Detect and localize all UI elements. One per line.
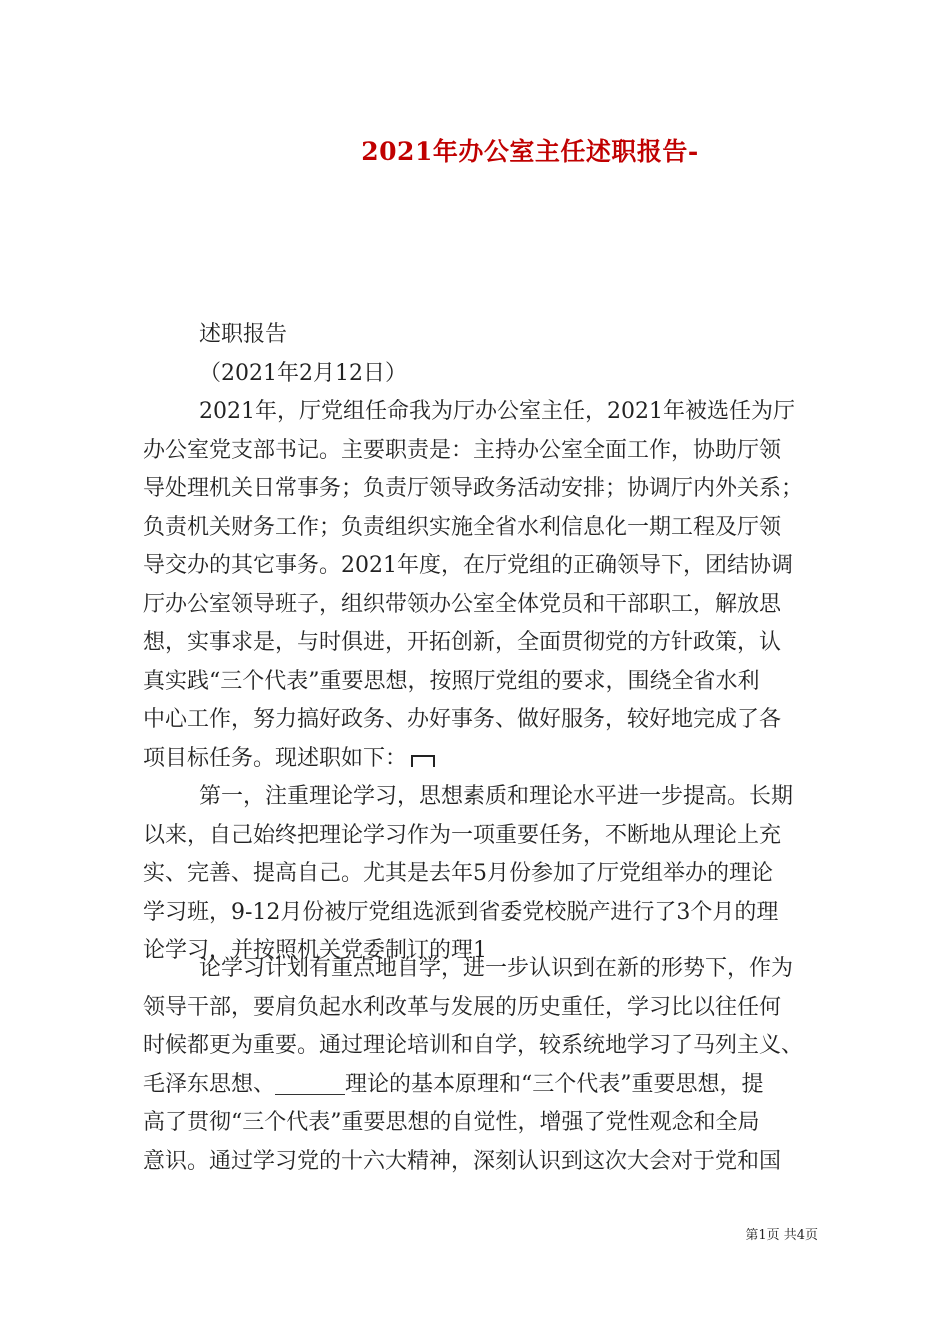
paragraph-line: 导交办的其它事务。2021年度，在厅党组的正确领导下，团结协调	[143, 553, 793, 578]
document-body-part1	[143, 316, 823, 971]
paragraph-line: 时候都更为重要。通过理论培训和自学，较系统地学习了马列主义、	[143, 1033, 804, 1058]
paragraph-line: 论学习计划有重点地自学，进一步认识到在新的形势下，作为	[199, 956, 794, 981]
blank-underline	[275, 1072, 345, 1095]
paragraph-text: 项目标任务。现述职如下：	[143, 745, 408, 771]
document-body-part2	[143, 950, 823, 1181]
paragraph-line: 意识。通过学习党的十六大精神，深刻认识到这次大会对于党和国	[143, 1148, 782, 1174]
paragraph-line: 厅办公室领导班子，组织带领办公室全体党员和干部职工，解放思	[143, 591, 782, 617]
page-footer: 第1页 共4页	[745, 1228, 818, 1243]
paragraph-line: 高了贯彻“三个代表”重要思想的自觉性，增强了党性观念和全局	[143, 1110, 760, 1135]
paragraph-line: 办公室党支部书记。主要职责是：主持办公室全面工作，协助厅领	[143, 437, 782, 463]
paragraph-text: 毛泽东思想、	[143, 1071, 276, 1097]
report-heading: 述职报告	[199, 322, 288, 347]
paragraph-line: 论学习，并按照机关党委制订的理1	[143, 938, 487, 963]
paragraph-line: 第一，注重理论学习，思想素质和理论水平进一步提高。长期	[199, 784, 794, 809]
paragraph-line-last	[143, 740, 823, 779]
paragraph-line-with-blank	[143, 1066, 823, 1105]
paragraph-line: 学习班，9-12月份被厅党组选派到省委党校脱产进行了3个月的理	[143, 899, 779, 925]
paragraph-line: 真实践“三个代表”重要思想，按照厅党组的要求，围绕全省水利	[143, 668, 760, 694]
paragraph-line: 想，实事求是，与时俱进，开拓创新，全面贯彻党的方针政策，认	[143, 630, 782, 655]
paragraph-line: 负责机关财务工作；负责组织实施全省水利信息化一期工程及厅领	[143, 514, 782, 540]
edit-mark-icon	[411, 755, 435, 767]
paragraph-line: 实、完善、提高自己。尤其是去年5月份参加了厅党组举办的理论	[143, 861, 773, 886]
paragraph-line: 导处理机关日常事务；负责厅领导政务活动安排；协调厅内外关系；	[143, 476, 804, 501]
document-title: 2021年办公室主任述职报告-	[361, 137, 699, 166]
paragraph-line: 领导干部，要肩负起水利改革与发展的历史重任，学习比以往任何	[143, 994, 782, 1020]
paragraph-line: 中心工作，努力搞好政务、办好事务、做好服务，较好地完成了各	[143, 707, 782, 732]
paragraph-line: 2021年，厅党组任命我为厅办公室主任，2021年被选任为厅	[199, 399, 795, 424]
paragraph-text: 理论的基本原理和“三个代表”重要思想，提	[345, 1071, 764, 1097]
paragraph-line: 以来，自己始终把理论学习作为一项重要任务，不断地从理论上充	[143, 822, 782, 848]
report-date: （2021年2月12日）	[199, 360, 407, 386]
